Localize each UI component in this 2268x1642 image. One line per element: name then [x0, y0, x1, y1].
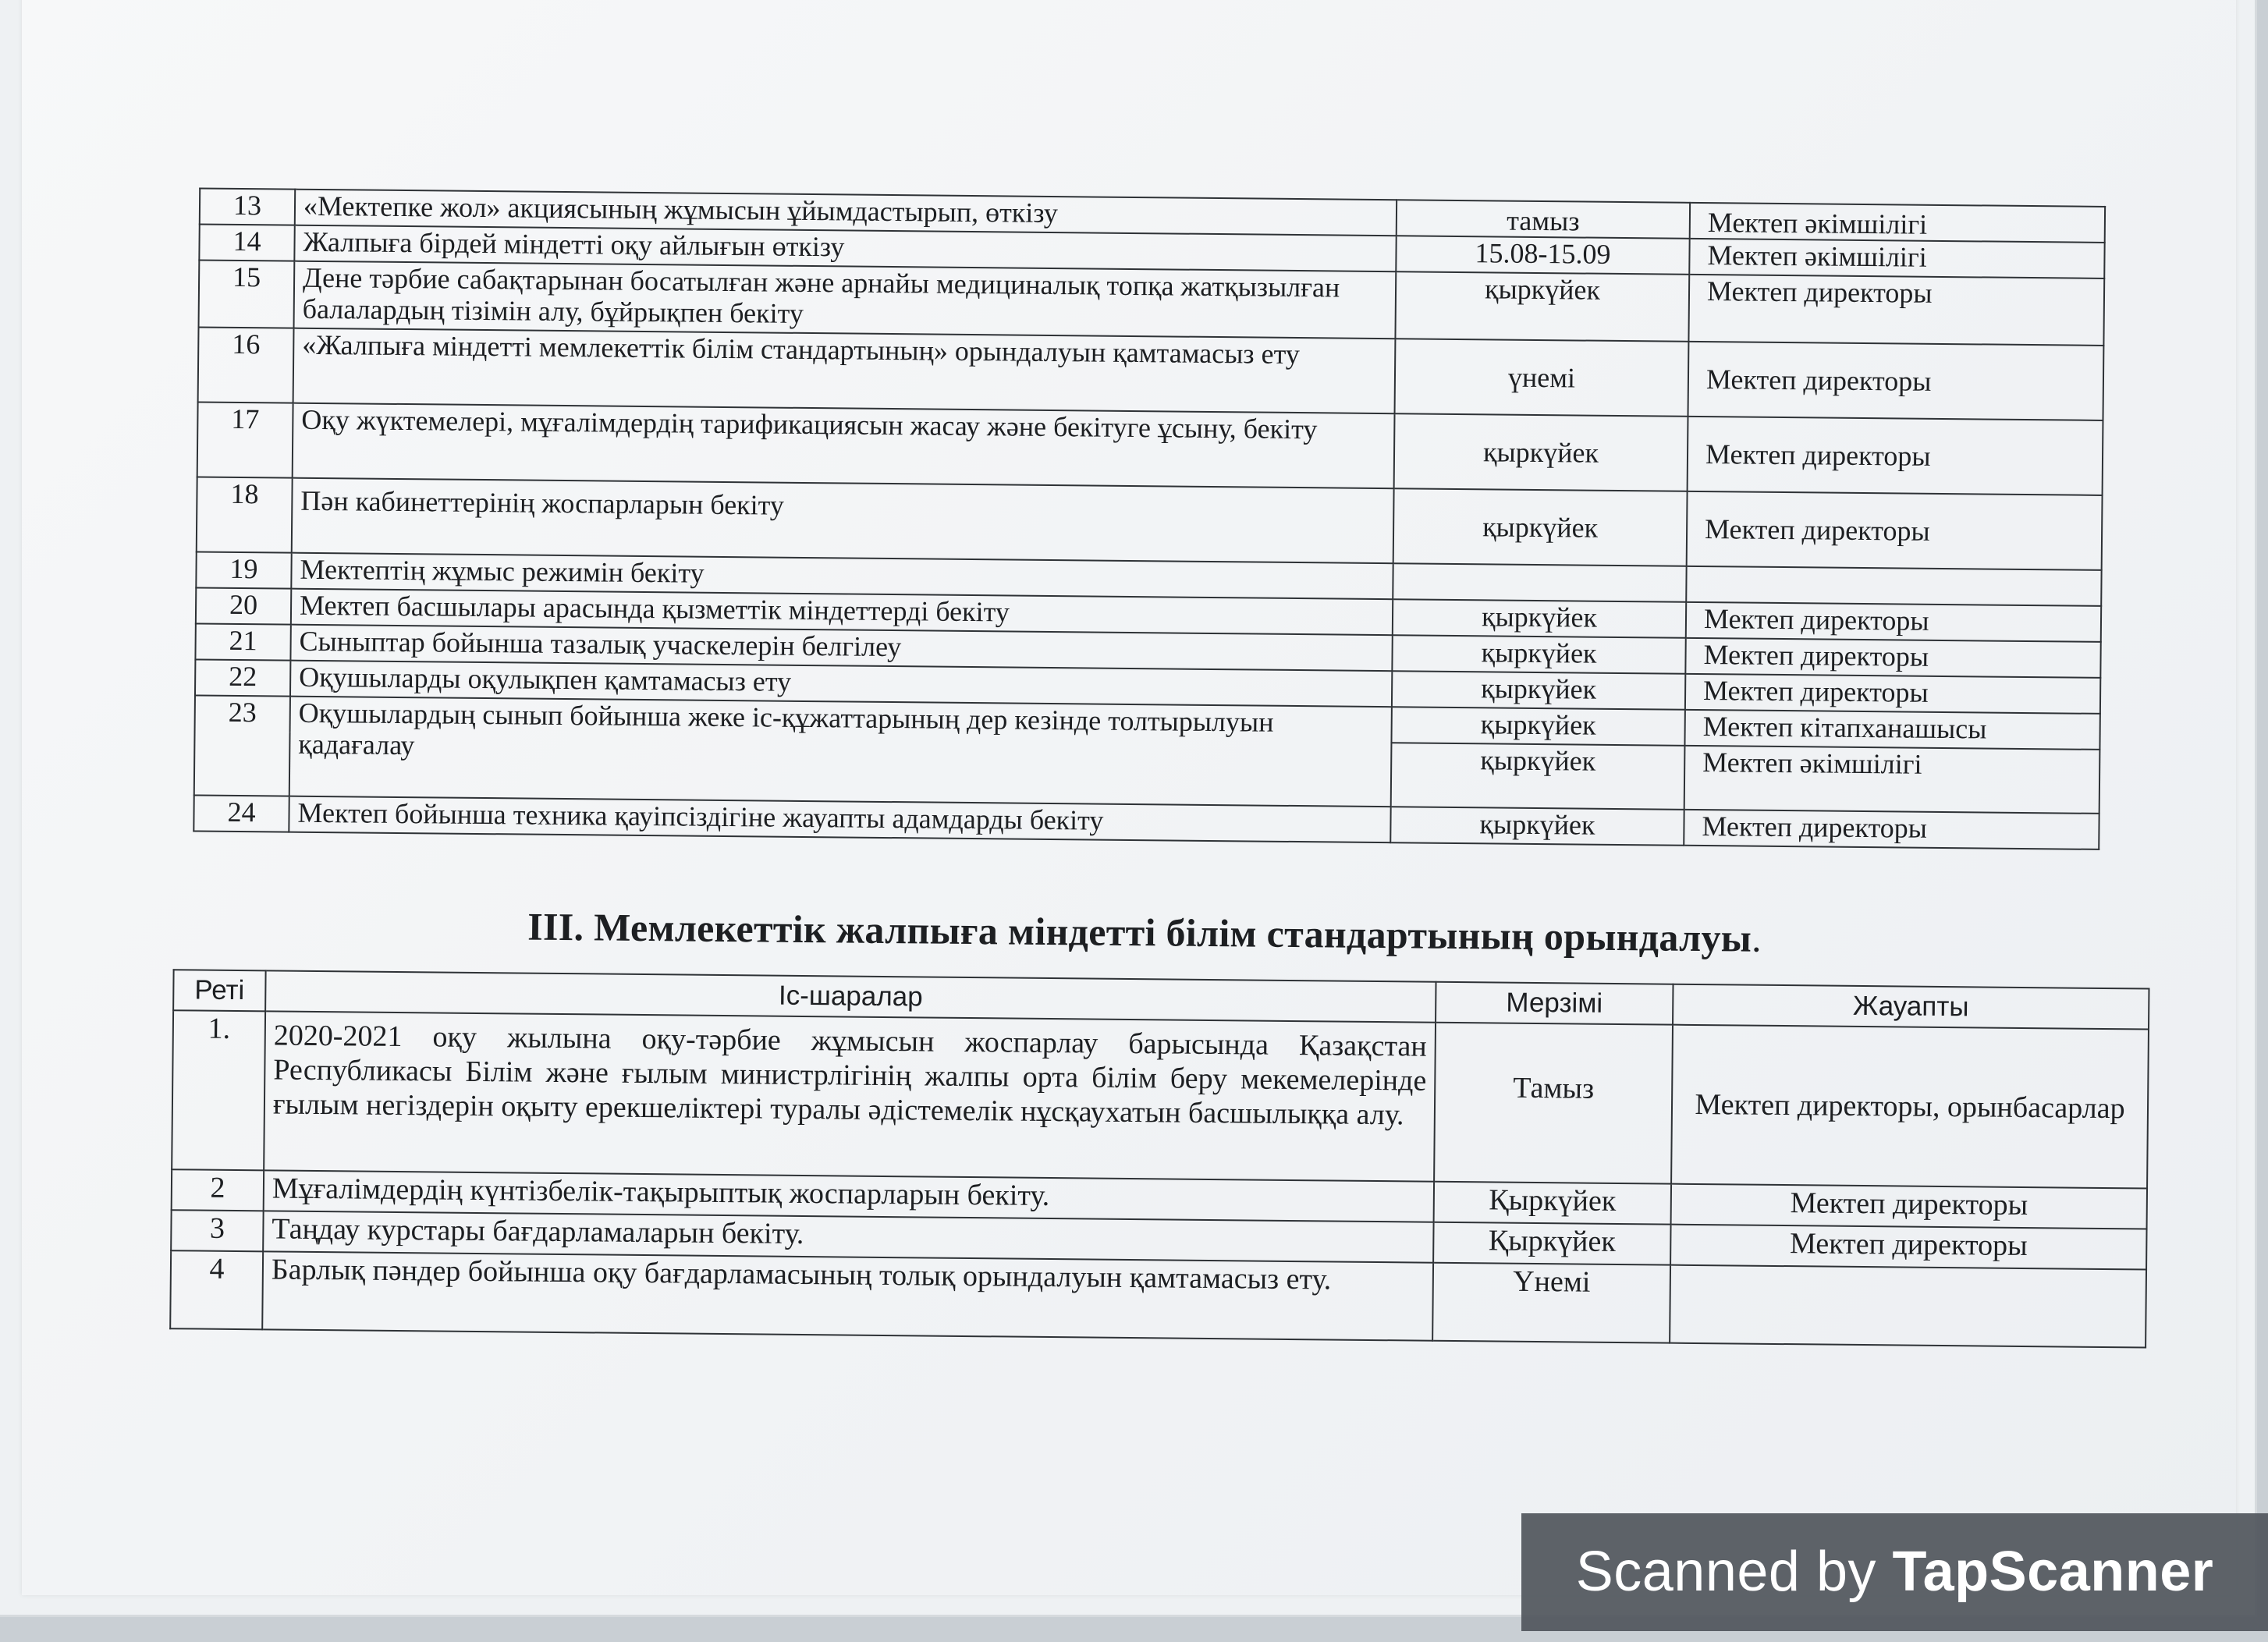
section-heading [192, 899, 2097, 964]
responsible-cell [1686, 566, 2101, 606]
responsible-cell: Мектеп директоры, орынбасарлар [1671, 1025, 2149, 1189]
date-cell: үнемі [1395, 339, 1689, 417]
row-number: 17 [197, 402, 293, 477]
row-number: 23 [194, 695, 290, 796]
scanner-watermark [1521, 1513, 2268, 1631]
date-cell: Қыркүйек [1433, 1222, 1670, 1265]
responsible-cell: Мектеп директоры [1687, 491, 2103, 570]
date-cell: қыркүйек [1391, 743, 1685, 810]
activity-cell: Оқу жүктемелері, мұғалімдердің тарификациясын жасау және бекітуге ұсыну, бекіту [293, 403, 1395, 489]
responsible-cell: Мектеп директоры [1685, 674, 2100, 714]
standards-table [169, 969, 2149, 1348]
row-number: 21 [195, 623, 290, 660]
activities-table-continued [193, 187, 2106, 849]
watermark-brand: TapScanner [1892, 1541, 2214, 1603]
row-number: 1. [172, 1010, 265, 1170]
date-cell: тамыз [1397, 200, 1690, 239]
date-cell: 15.08-15.09 [1396, 236, 1689, 275]
activity-cell: Пән кабинеттерінің жоспарларын бекіту [292, 478, 1394, 564]
responsible-cell: Мектеп директоры [1684, 810, 2099, 849]
row-number: 22 [195, 659, 290, 696]
date-cell: қыркүйек [1393, 488, 1688, 566]
responsible-cell: Мектеп әкімшілігі [1689, 239, 2104, 278]
responsible-cell: Мектеп директоры [1688, 275, 2104, 346]
activity-cell: Мұғалімдердің күнтізбелік-тақырыптық жоспарларын бекіту. [264, 1170, 1434, 1222]
date-cell: қыркүйек [1395, 271, 1689, 342]
activity-cell: Оқушыларды оқулықпен қамтамасыз ету [290, 661, 1392, 708]
activity-cell: Таңдау курстары бағдарламаларын бекіту. [263, 1211, 1433, 1262]
activity-cell: Барлық пәндер бойынша оқу бағдарламасының толық орындалуын қамтамасыз ету. [262, 1251, 1433, 1340]
responsible-cell: Мектеп директоры [1671, 1184, 2147, 1229]
row-number: 18 [197, 477, 293, 552]
date-cell: Қыркүйек [1434, 1182, 1671, 1225]
column-header-responsible: Жауапты [1673, 984, 2149, 1030]
activity-cell: Оқушылардың сынып бойынша жеке іс-құжаттарының дер кезінде толтырылуын қадағалау [289, 697, 1392, 807]
column-header-activities: Іс-шаралар [265, 970, 1436, 1022]
date-cell: қыркүйек [1390, 807, 1684, 846]
row-number: 15 [199, 261, 295, 328]
responsible-cell: Мектеп әкімшілігі [1684, 746, 2100, 814]
activity-cell: 2020-2021 оқу жылына оқу-тәрбие жұмысын жоспарлау барысында Қазақстан Республикасы Білім және ғылым министрлігінің жалпы орта білім беру мекемелерінде ғылым негіздерін оқыту ерекшеліктері туралы әдістемелік нұсқаухатын басшылыққа алу. [264, 1011, 1436, 1181]
date-cell: қыркүйек [1394, 413, 1688, 491]
activity-cell: «Мектепке жол» акциясының жұмысын ұйымдастырып, өткізу [295, 190, 1397, 236]
row-number: 16 [198, 327, 294, 403]
activity-cell: Мектеп басшылары арасында қызметтік міндеттерді бекіту [291, 589, 1393, 636]
responsible-cell: Мектеп әкімшілігі [1690, 203, 2105, 243]
responsible-cell: Мектеп директоры [1688, 342, 2104, 420]
responsible-cell: Мектеп директоры [1688, 417, 2103, 495]
date-cell [1393, 563, 1686, 602]
date-cell: қыркүйек [1391, 707, 1684, 746]
row-number: 20 [196, 587, 291, 624]
date-cell: Тамыз [1434, 1023, 1673, 1184]
date-cell: Үнемі [1432, 1263, 1670, 1343]
responsible-cell: Мектеп директоры [1685, 638, 2100, 678]
table-row [172, 1010, 2149, 1188]
activity-cell: Сыныптар бойынша тазалық учаскелерін белгілеу [290, 625, 1392, 672]
date-cell: қыркүйек [1392, 635, 1685, 674]
section-heading-period: . [1751, 916, 1762, 960]
row-number: 2 [172, 1169, 264, 1211]
row-number: 4 [170, 1250, 263, 1329]
row-number: 14 [199, 225, 294, 261]
watermark-prefix: Scanned by [1575, 1541, 1893, 1603]
column-header-deadline: Мерзімі [1436, 982, 1673, 1025]
responsible-cell: Мектеп директоры [1670, 1225, 2146, 1270]
activity-cell: Мектептің жұмыс режимін бекіту [291, 553, 1393, 600]
section-heading-text: III. Мемлекеттік жалпыға міндетті білім стандартының орындалуы [527, 904, 1752, 960]
date-cell: қыркүйек [1393, 599, 1686, 638]
row-number: 13 [200, 189, 295, 225]
row-number: 24 [193, 795, 289, 832]
responsible-cell: Мектеп кітапханашысы [1684, 710, 2099, 750]
activity-cell: Дене тәрбие сабақтарынан босатылған және арнайы медициналық топқа жатқызылған балалардың тізімін алу, бұйрықпен бекіту [294, 261, 1397, 339]
activity-cell: Мектеп бойынша техника қауіпсіздігіне жауапты адамдарды бекіту [289, 796, 1390, 843]
activity-cell: Жалпыға бірдей міндетті оқу айлығын өткізу [294, 225, 1396, 272]
responsible-cell [1670, 1265, 2146, 1348]
row-number: 3 [171, 1210, 263, 1251]
column-header-number: Реті [173, 970, 265, 1011]
responsible-cell: Мектеп директоры [1686, 602, 2101, 642]
activity-cell: «Жалпыға міндетті мемлекеттік білім стандартының» орындалуын қамтамасыз ету [293, 328, 1396, 414]
date-cell: қыркүйек [1392, 671, 1685, 710]
row-number: 19 [196, 551, 291, 588]
